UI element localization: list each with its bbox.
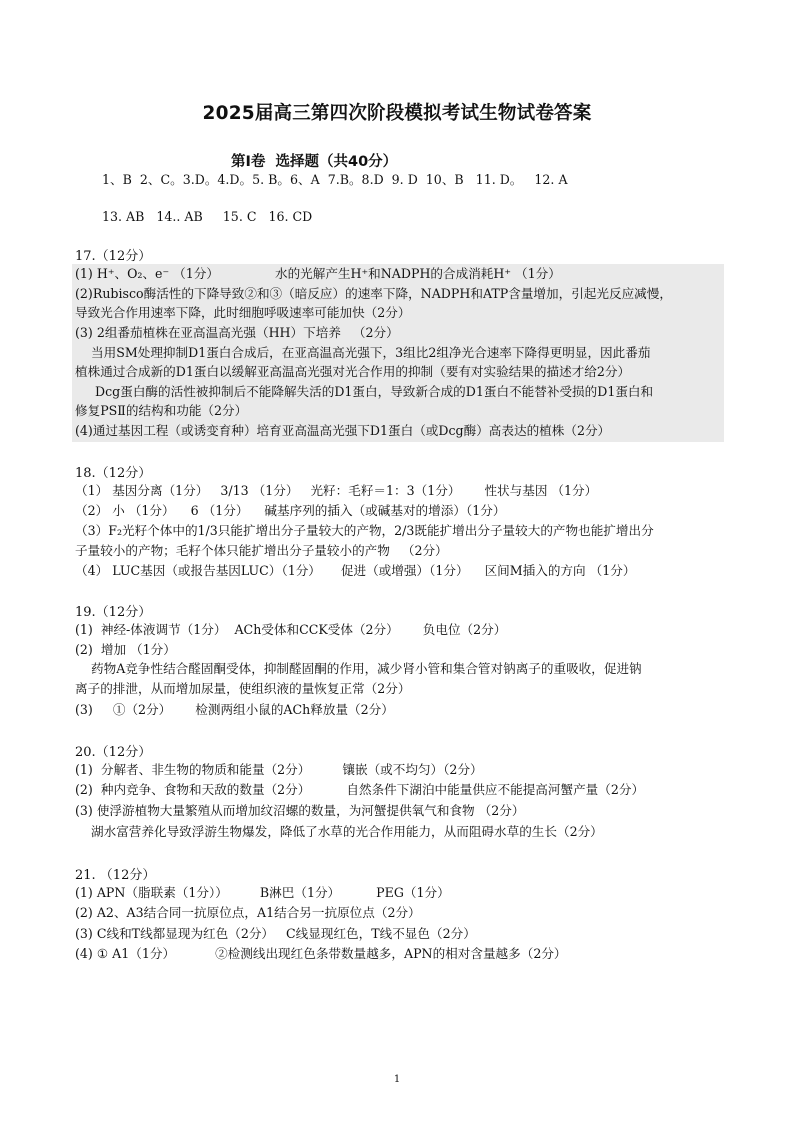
question-18-header: 18.（12分） [75, 466, 152, 481]
choice-answers-line-1: 1、B 2、C。3.D。4.D。5. B。6、A 7.B。8.D 9. D 10、B 11. D。 12. A [102, 172, 568, 187]
q19-line: (1) 神经-体液调节（1分） ACh受体和CCK受体（2分） 负电位（2分） [75, 622, 507, 637]
q17-line: 修复PSⅡ的结构和功能（2分） [75, 403, 248, 418]
question-20-header: 20.（12分） [75, 745, 152, 760]
section-1-header: 第Ⅰ卷 选择题（共40分） [231, 154, 398, 170]
q17-line: Dcg蛋白酶的活性被抑制后不能降解失活的D1蛋白，导致新合成的D1蛋白不能替补受损的D1蛋白和 [75, 384, 654, 399]
question-19-header: 19.（12分） [75, 605, 152, 620]
q17-line: (1) H⁺、O₂、e⁻ （1分） 水的光解产生H⁺和NADPH的合成消耗H⁺ （1分） [75, 266, 561, 281]
q19-line: 离子的排泄，从而增加尿量，使组织液的量恢复正常（2分） [75, 681, 411, 696]
q17-line: 导致光合作用速率下降，此时细胞呼吸速率可能加快（2分） [75, 305, 411, 320]
question-17-header: 17.（12分） [75, 249, 152, 264]
q18-line: （2） 小 （1分） 6 （1分） 碱基序列的插入（或碱基对的增添）（1分） [75, 503, 506, 518]
q17-line: (2)Rubisco酶活性的下降导致②和③（暗反应）的速率下降，NADPH和ATP含量增加，引起光反应减慢， [75, 286, 672, 301]
q20-line: (2) 种内竞争、食物和天敌的数量（2分） 自然条件下湖泊中能量供应不能提高河蟹产量（2分） [75, 782, 645, 797]
page-number: 1 [393, 1074, 401, 1085]
q18-line: （1） 基因分离（1分） 3/13 （1分） 光籽：毛籽＝1：3（1分） 性状与基因 （1分） [75, 483, 598, 498]
q21-line: (1) APN（脂联素（1分）） B淋巴（1分） PEG（1分） [75, 885, 450, 900]
q21-line: (2) A2、A3结合同一抗原位点，A1结合另一抗原位点（2分） [75, 905, 421, 920]
q17-line: (3) 2组番茄植株在亚高温高光强（HH）下培养 （2分） [75, 325, 399, 340]
choice-answers-line-2: 13. AB 14.. AB 15. C 16. CD [102, 209, 313, 224]
q21-line: (3) C线和T线都显现为红色（2分） C线显现红色，T线不显色（2分） [75, 926, 476, 941]
q19-line: (2) 增加 （1分） [75, 642, 176, 657]
q17-line: 植株通过合成新的D1蛋白以缓解亚高温高光强对光合作用的抑制（要有对实验结果的描述才给2分） [75, 364, 631, 379]
question-21-header: 21. （12分） [75, 868, 156, 883]
page-title: 2025届高三第四次阶段模拟考试生物试卷答案 [202, 103, 592, 124]
q21-line: (4) ① A1（1分） ②检测线出现红色条带数量越多，APN的相对含量越多（2分） [75, 946, 567, 961]
q17-line: 当用SM处理抑制D1蛋白合成后，在亚高温高光强下，3组比2组净光合速率下降得更明显，因此番茄 [75, 345, 651, 360]
q18-line: 子量较小的产物；毛籽个体只能扩增出分子量较小的产物 （2分） [75, 543, 448, 558]
q20-line: 湖水富营养化导致浮游生物爆发，降低了水草的光合作用能力，从而阻碍水草的生长（2分） [75, 824, 603, 839]
q17-line: (4)通过基因工程（或诱变育种）培育亚高温高光强下D1蛋白（或Dcg酶）高表达的植株（2分） [75, 423, 611, 438]
q18-line: （3）F₂光籽个体中的1/3只能扩增出分子量较大的产物，2/3既能扩增出分子量较大的产物也能扩增出分 [75, 523, 654, 538]
q19-line: (3) ①（2分） 检测两组小鼠的ACh释放量（2分） [75, 702, 394, 717]
q18-line: （4） LUC基因（或报告基因LUC）（1分） 促进（或增强）（1分） 区间M插入的方向 （1分） [75, 563, 636, 578]
q19-line: 药物A竞争性结合醛固酮受体，抑制醛固酮的作用，减少肾小管和集合管对钠离子的重吸收，促进钠 [75, 661, 642, 676]
q20-line: (3) 使浮游植物大量繁殖从而增加纹沼螺的数量，为河蟹提供氧气和食物 （2分） [75, 803, 525, 818]
q20-line: (1) 分解者、非生物的物质和能量（2分） 镶嵌（或不均匀）（2分） [75, 762, 483, 777]
